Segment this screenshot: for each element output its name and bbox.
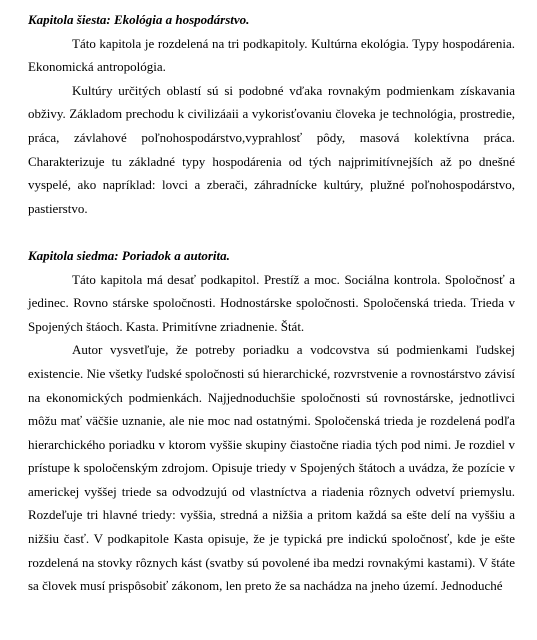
section-spacer — [28, 220, 515, 244]
section7-paragraph-2: Autor vysvetľuje, že potreby poriadku a vodcovstva sú podmienkami ľudskej existencie. Nie všetky ľudské spoločnosti sú hierarchické, rozvrstvenie a rovnostárstvo závisí na ekonomických podmienkách. Najjednoduchšie spoločnosti sú rovnostárske, jednotlivci môžu mať väčšie uznanie, ale nie moc nad ostatnými. Spoločenská trieda je rozdelená podľa hierarchického poriadku v ktorom vyššie skupiny čiastočne riadia tých pod nimi. Je rozdiel v prístupe k spoločenským zdrojom. Opisuje triedy v Spojených štátoch a uvádza, že pozície v americkej vyššej triede sa odvodzujú od vlastníctva a riadenia rôznych odvetví priemyslu. Rozdeľuje tri hlavné triedy: vyššia, stredná a nižšia a pritom každá sa ešte delí na vyššiu a nižšiu časť. V podkapitole Kasta opisuje, že je typická pre indickú spoločnosť, kde je ešte rozdelená na stovky rôznych kást (svatby sú povolené iba medzi rovnakými kastami). V štáte sa človek musí prispôsobiť zákonom, len preto že sa nachádza na jneho území. Jednoduché — [28, 342, 515, 594]
section6-paragraph-2: Kultúry určitých oblastí sú si podobné vďaka rovnakým podmienkam získavania obživy. Základom prechodu k civilizáaii a vykorisťovaniu človeka je technológia, prostredie, práca, závlahové poľnohospodárstvo,vyprahlosť pôdy, masová kolektívna práca. Charakterizuje tu základné typy hospodárenia od tých najprimitívnejších až po dnešné vyspelé, ako napríklad: lovci a zberači, záhradnícke kultúry, plužné poľnohospodárstvo, pastierstvo. — [28, 82, 515, 216]
section7-heading: Kapitola siedma: Poriadok a autorita. — [28, 247, 230, 263]
section6-heading: Kapitola šiesta: Ekológia a hospodárstvo. — [28, 12, 250, 27]
section7-paragraph-1: Táto kapitola má desať podkapitol. Prestíž a moc. Sociálna kontrola. Spoločnosť a jedinec. Rovno stárske spoločnosti. Hodnostárske spoločnosti. Spoločenská trieda. Trieda v Spojených štáoch. Kasta. Primitívne zriadnenie. Štát. — [28, 271, 515, 334]
section6-paragraph-1: Táto kapitola je rozdelená na tri podkapitoly. Kultúrna ekológia. Typy hospodárenia. Ekonomická antropológia. — [28, 35, 515, 75]
